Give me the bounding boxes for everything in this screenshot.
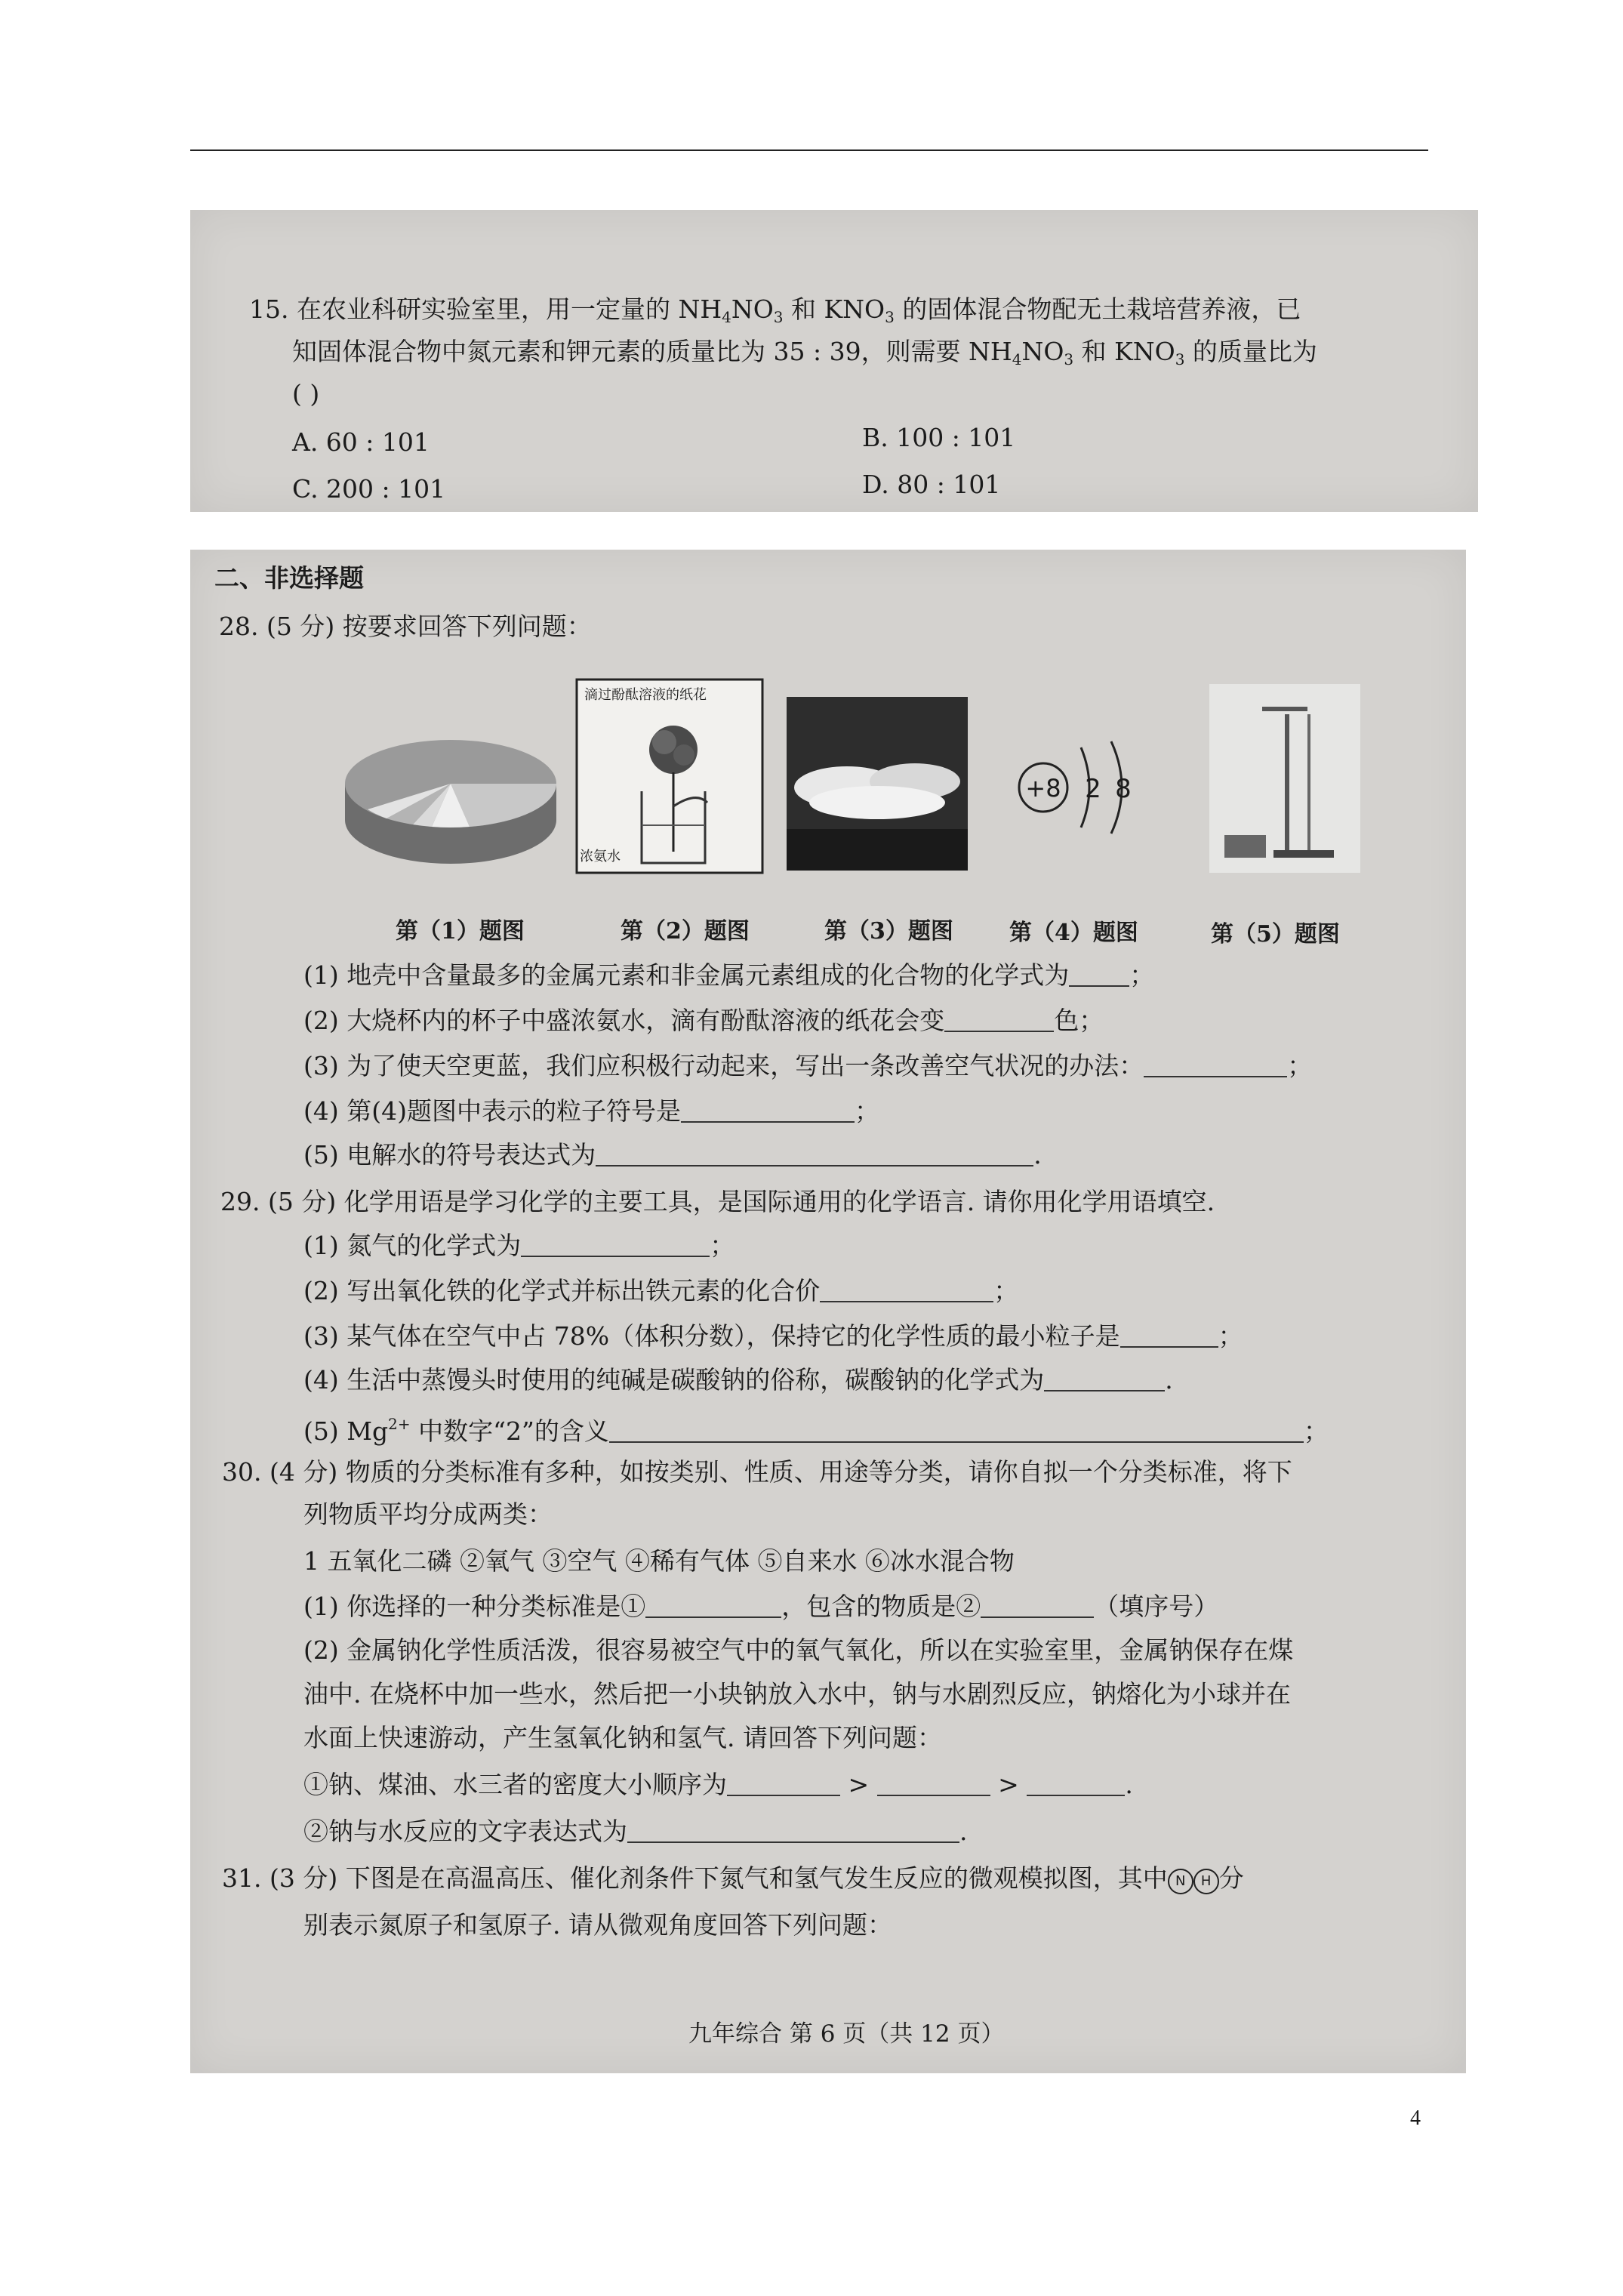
- q30-item-2-line2: 油中. 在烧杯中加一些水，然后把一小块钠放入水中，钠与水剧烈反应，钠熔化为小球并在: [303, 1679, 1291, 1709]
- subscript: 3: [1175, 350, 1185, 368]
- subscript: 4: [722, 308, 731, 326]
- superscript: 2+: [388, 1415, 411, 1433]
- q28-item-5: (5) 电解水的符号表达式为 .: [303, 1140, 1042, 1170]
- atom-nucleus-label: +8: [1025, 774, 1061, 803]
- q29-item-1: (1) 氮气的化学式为 ；: [303, 1231, 735, 1260]
- q30-sub-2: ②钠与水反应的文字表达式为 .: [303, 1817, 968, 1846]
- answer-blank[interactable]: [681, 1099, 855, 1123]
- formula-part: NO: [1021, 337, 1064, 366]
- q31-line2: 别表示氮原子和氢原子. 请从微观角度回答下列问题：: [303, 1910, 892, 1940]
- subscript: 3: [773, 308, 784, 326]
- answer-blank[interactable]: [944, 1008, 1054, 1032]
- q29-item-4: (4) 生活中蒸馒头时使用的纯碱是碳酸钠的俗称，碳酸钠的化学式为 .: [303, 1365, 1173, 1395]
- q30-item-2-line1: (2) 金属钠化学性质活泼，很容易被空气中的氧气氧化，所以在实验室里，金属钠保存在煤: [303, 1635, 1294, 1665]
- answer-blank[interactable]: [1144, 1053, 1287, 1077]
- q15-option-d: D. 80 : 101: [862, 470, 1001, 499]
- q15-text: 的固体混合物配无土栽培营养液，已: [894, 294, 1301, 324]
- nitrogen-atom-symbol: N: [1168, 1869, 1193, 1894]
- flower-label: 滴过酚酞溶液的纸花: [584, 687, 707, 703]
- formula-part: NO: [731, 294, 774, 324]
- q15-answer-paren: ( ): [292, 379, 320, 408]
- atom-shell-1-label: 2: [1085, 774, 1101, 804]
- q15-option-c: C. 200 : 101: [292, 474, 446, 504]
- answer-blank[interactable]: [596, 1142, 1033, 1166]
- caption-fig-3: 第（3）题图: [824, 918, 953, 945]
- question-15-photo: [190, 210, 1478, 512]
- answer-blank[interactable]: [820, 1278, 993, 1302]
- q15-text: 15. 在农业科研实验室里，用一定量的 NH: [249, 294, 722, 324]
- q15-text: 的质量比为: [1184, 337, 1317, 366]
- caption-fig-1: 第（1）题图: [396, 918, 525, 945]
- answer-blank[interactable]: [521, 1233, 710, 1257]
- answer-blank[interactable]: [645, 1594, 781, 1618]
- q15-line1: [249, 293, 1301, 334]
- q30-sub-1: ①钠、煤油、水三者的密度大小顺序为 > > .: [303, 1770, 1133, 1799]
- q29-item-2: (2) 写出氧化铁的化学式并标出铁元素的化合价 ；: [303, 1276, 1019, 1305]
- photo-footer: 九年综合 第 6 页（共 12 页）: [688, 2020, 1005, 2048]
- q15-text: 和 KNO: [1073, 337, 1175, 366]
- q28-item-3: (3) 为了使天空更蓝，我们应积极行动起来，写出一条改善空气状况的办法： ；: [303, 1051, 1313, 1080]
- q29-item-3: (3) 某气体在空气中占 78%（体积分数），保持它的化学性质的最小粒子是 ；: [303, 1321, 1243, 1351]
- flower-beaker-figure: [575, 678, 764, 874]
- answer-blank[interactable]: [981, 1594, 1094, 1618]
- q15-option-a: A. 60 : 101: [292, 427, 430, 457]
- subscript: 3: [1064, 350, 1074, 368]
- hydrogen-atom-symbol: H: [1193, 1869, 1219, 1894]
- q29-item-5: (5) $Mg^{2+}$ 中数字“2”的含义 ；: [303, 1415, 1329, 1446]
- blue-sky-photo: [787, 697, 968, 871]
- q28-item-2: (2) 大烧杯内的杯子中盛浓氨水，滴有酚酞溶液的纸花会变 色；: [303, 1006, 1104, 1035]
- atom-shell-2-label: 8: [1115, 774, 1132, 804]
- pie-chart-figure: [341, 731, 568, 867]
- answer-blank[interactable]: [727, 1772, 840, 1796]
- q30-heading-cont: 列物质平均分成两类：: [303, 1499, 553, 1529]
- page-number: 4: [1410, 2106, 1421, 2130]
- answer-blank[interactable]: [1027, 1772, 1125, 1796]
- subscript: 3: [885, 308, 895, 326]
- answer-blank[interactable]: [609, 1419, 1304, 1443]
- subscript: 4: [1012, 350, 1022, 368]
- q30-substance-list: 1 五氧化二磷 ②氧气 ③空气 ④稀有气体 ⑤自来水 ⑥冰水混合物: [303, 1546, 1015, 1576]
- q31-line1: 31. (3 分) 下图是在高温高压、催化剂条件下氮气和氢气发生反应的微观模拟图，其中 N H 分: [222, 1863, 1244, 1893]
- caption-fig-4: 第（4）题图: [1009, 920, 1138, 946]
- q30-item-2-line3: 水面上快速游动，产生氢氧化钠和氢气. 请回答下列问题：: [303, 1723, 942, 1752]
- answer-blank[interactable]: [1069, 963, 1129, 987]
- answer-blank[interactable]: [877, 1772, 990, 1796]
- ammonia-label: 浓氨水: [580, 849, 621, 864]
- header-rule: [190, 149, 1428, 151]
- q30-heading: 30. (4 分) 物质的分类标准有多种，如按类别、性质、用途等分类，请你自拟一个分类标准，将下: [222, 1457, 1292, 1487]
- caption-fig-2: 第（2）题图: [621, 918, 750, 945]
- q15-line2: [292, 335, 1317, 376]
- electrolysis-apparatus-figure: [1209, 684, 1360, 873]
- answer-blank[interactable]: [1120, 1324, 1218, 1348]
- q15-text: 知固体混合物中氮元素和钾元素的质量比为 35 : 39，则需要 NH: [292, 337, 1012, 366]
- q30-item-1: (1) 你选择的一种分类标准是① ，包含的物质是② （填序号）: [303, 1592, 1219, 1621]
- q28-item-1: (1) 地壳中含量最多的金属元素和非金属元素组成的化合物的化学式为 ；: [303, 960, 1155, 990]
- non-choice-section-photo: [190, 550, 1466, 2073]
- q15-option-b: B. 100 : 101: [862, 423, 1016, 452]
- answer-blank[interactable]: [627, 1819, 959, 1843]
- atom-structure-diagram: [1013, 731, 1149, 844]
- answer-blank[interactable]: [1044, 1367, 1165, 1391]
- caption-fig-5: 第（5）题图: [1211, 921, 1340, 948]
- q28-heading: 28. (5 分) 按要求回答下列问题：: [219, 612, 592, 641]
- q15-text: 和 KNO: [783, 294, 885, 324]
- q28-item-4: (4) 第(4)题图中表示的粒子符号是 ；: [303, 1096, 879, 1126]
- section-title: 二、非选择题: [214, 563, 364, 593]
- q29-heading: 29. (5 分) 化学用语是学习化学的主要工具，是国际通用的化学语言. 请你用化学用语填空.: [220, 1187, 1215, 1216]
